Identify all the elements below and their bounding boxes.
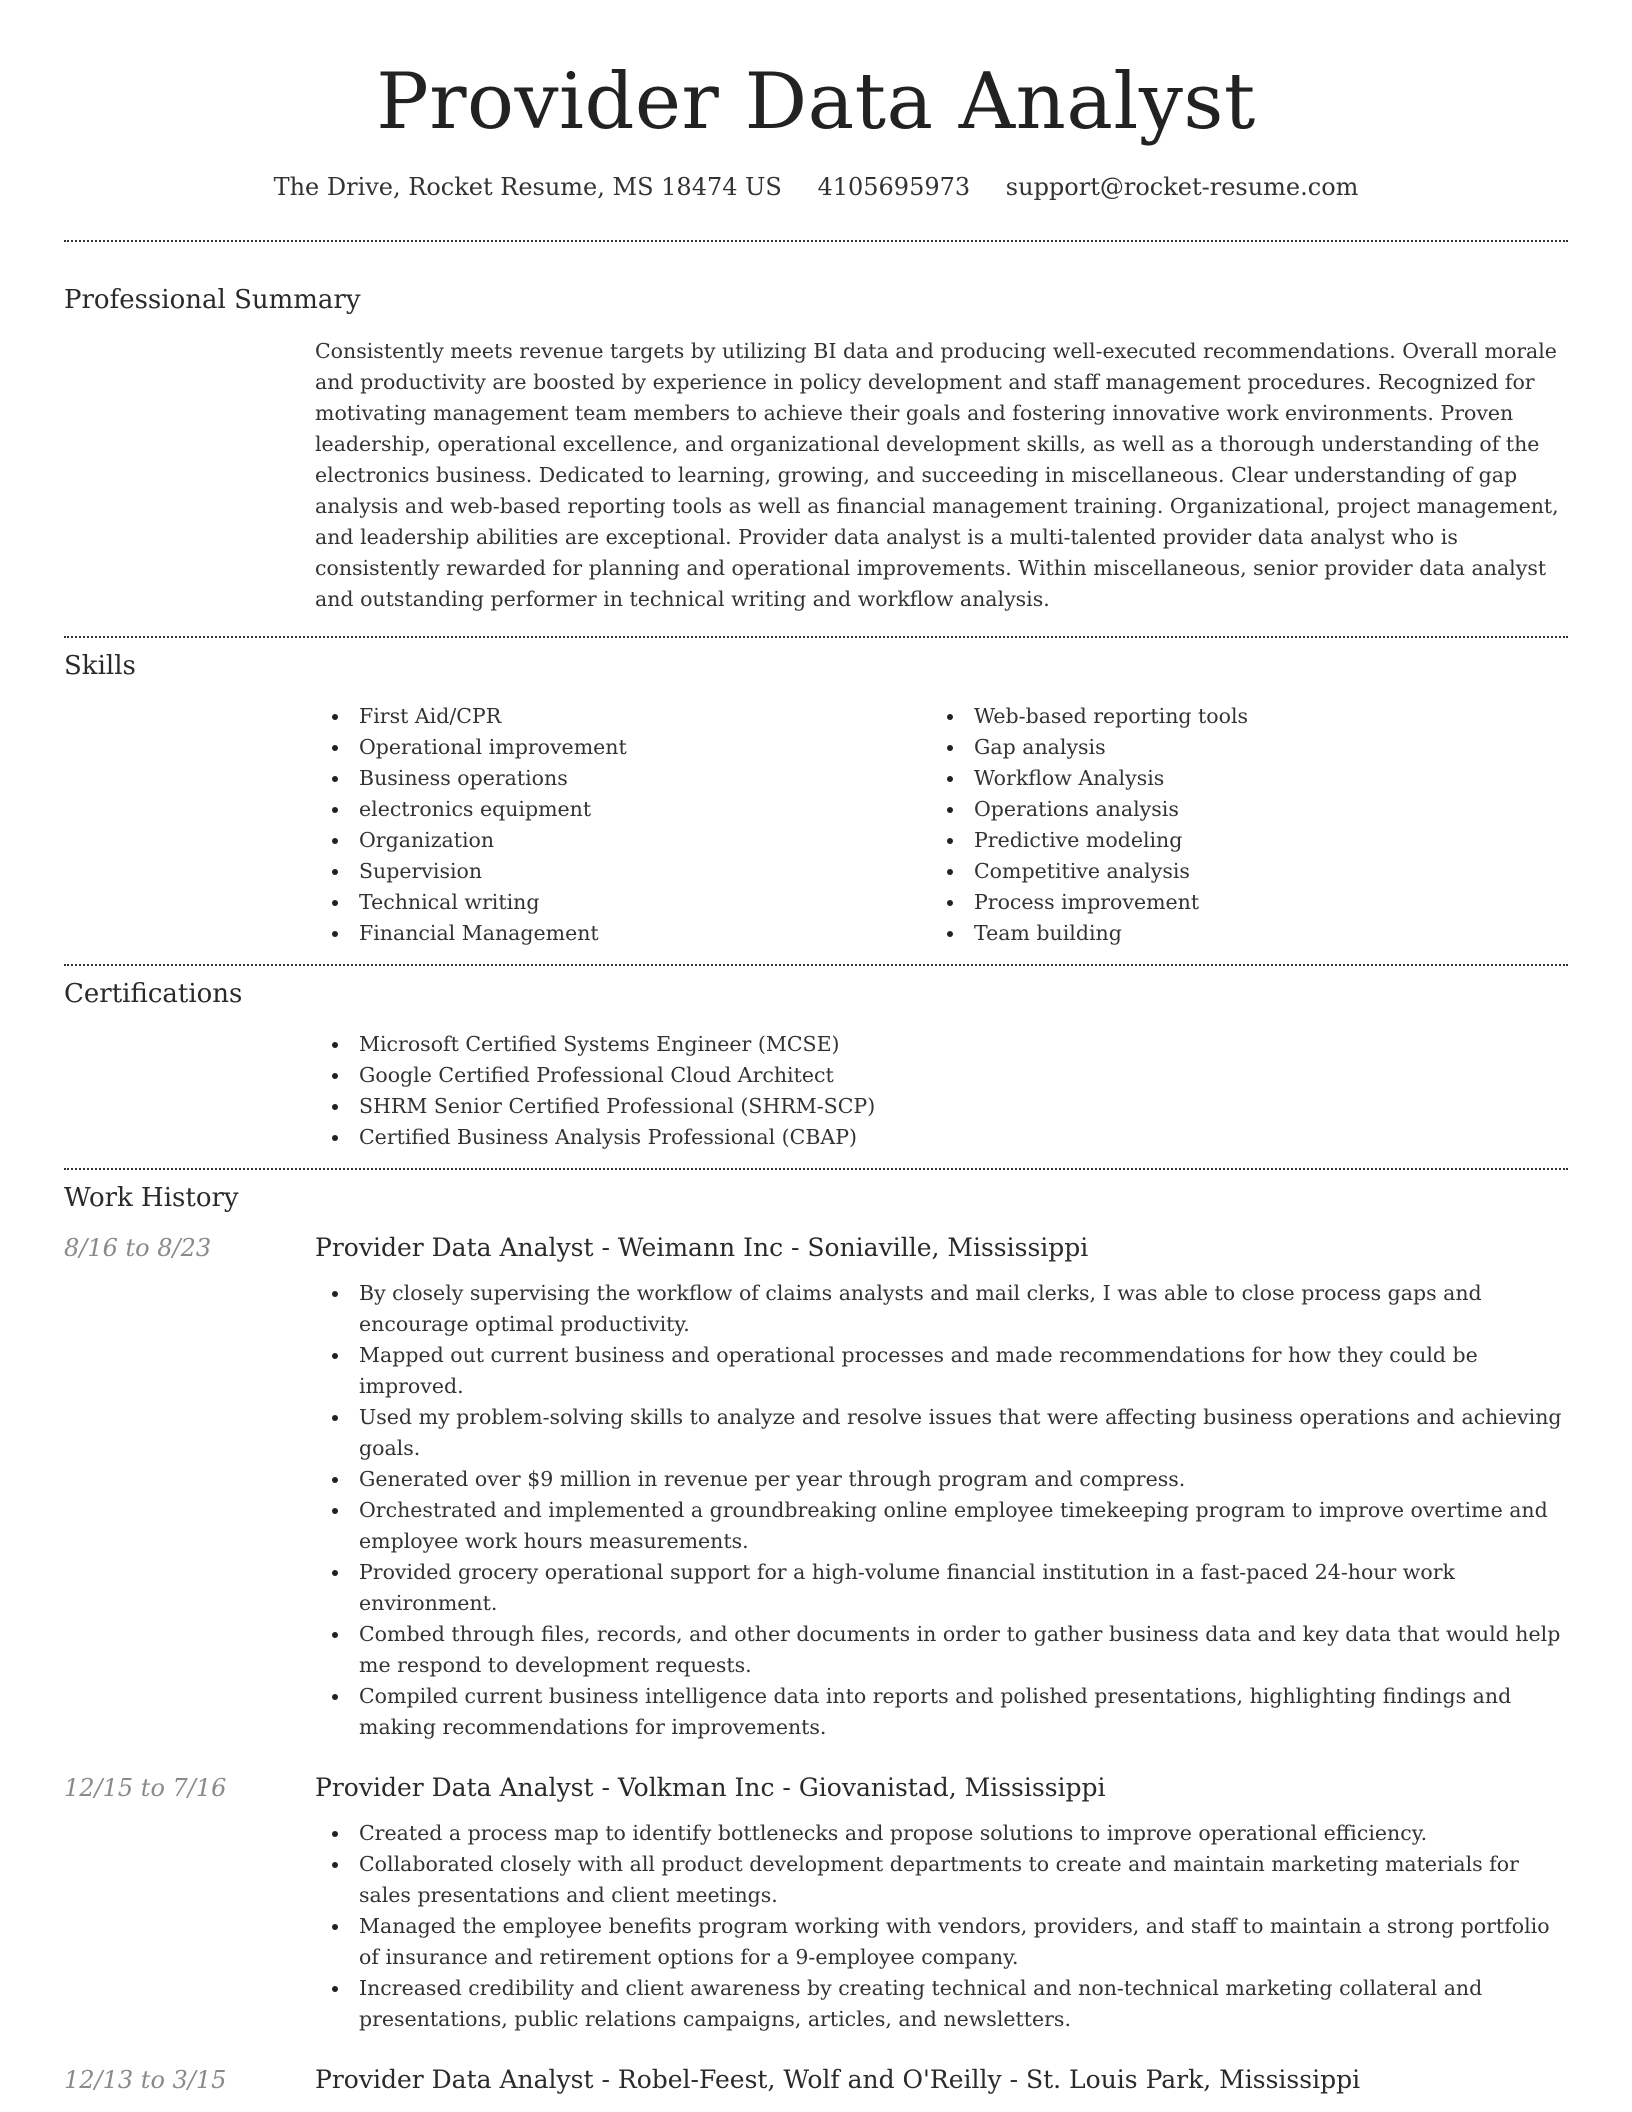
- job-bullets: [315, 1278, 1568, 1743]
- job-title: Provider Data Analyst - Robel-Feest, Wolf and O'Reilly - St. Louis Park, Mississippi: [315, 2065, 1361, 2094]
- list-item: Mapped out current business and operational processes and made recommendations for how they could be improved.: [315, 1340, 1568, 1402]
- list-item: Predictive modeling: [930, 825, 1545, 856]
- contact-phone[interactable]: 4105695973: [817, 173, 971, 201]
- skills-left-column: [315, 701, 930, 949]
- list-item: Increased credibility and client awareness by creating technical and non-technical marketing collateral and presentations, public relations campaigns, articles, and newsletters.: [315, 1973, 1568, 2035]
- divider: [64, 636, 1568, 638]
- job-title: Provider Data Analyst - Weimann Inc - Soniaville, Mississippi: [315, 1233, 1089, 1262]
- certifications-list: [315, 1029, 1568, 1153]
- section-title-work-history: Work History: [64, 1183, 239, 1213]
- list-item: Combed through files, records, and other documents in order to gather business data and key data that would help me respond to development requests.: [315, 1619, 1568, 1681]
- skills-list: [315, 701, 1568, 949]
- list-item: Certified Business Analysis Professional (CBAP): [315, 1122, 1568, 1153]
- list-item: Created a process map to identify bottlenecks and propose solutions to improve operational efficiency.: [315, 1818, 1568, 1849]
- list-item: electronics equipment: [315, 794, 930, 825]
- job-dates: 12/15 to 7/16: [64, 1774, 227, 1802]
- list-item: Managed the employee benefits program working with vendors, providers, and staff to maintain a strong portfolio of insurance and retirement options for a 9-employee company.: [315, 1911, 1568, 1973]
- list-item: Orchestrated and implemented a groundbreaking online employee timekeeping program to improve overtime and employee work hours measurements.: [315, 1495, 1568, 1557]
- divider: [64, 964, 1568, 966]
- list-item: First Aid/CPR: [315, 701, 930, 732]
- list-item: Collaborated closely with all product development departments to create and maintain marketing materials for sales presentations and client meetings.: [315, 1849, 1568, 1911]
- list-item: Compiled current business intelligence data into reports and polished presentations, highlighting findings and making recommendations for improvements.: [315, 1681, 1568, 1743]
- list-item: Used my problem-solving skills to analyze and resolve issues that were affecting business operations and achieving goals.: [315, 1402, 1568, 1464]
- section-title-summary: Professional Summary: [64, 285, 361, 315]
- list-item: Organization: [315, 825, 930, 856]
- job-header: [64, 2065, 1568, 2094]
- list-item: Technical writing: [315, 887, 930, 918]
- job-dates: 12/13 to 3/15: [64, 2066, 227, 2094]
- job-dates: 8/16 to 8/23: [64, 1234, 212, 1262]
- list-item: Operational improvement: [315, 732, 930, 763]
- list-item: Process improvement: [930, 887, 1545, 918]
- list-item: Competitive analysis: [930, 856, 1545, 887]
- section-title-certifications: Certifications: [64, 979, 243, 1009]
- list-item: Workflow Analysis: [930, 763, 1545, 794]
- job-title: Provider Data Analyst - Volkman Inc - Giovanistad, Mississippi: [315, 1773, 1106, 1802]
- job-header: [64, 1233, 1568, 1262]
- list-item: By closely supervising the workflow of claims analysts and mail clerks, I was able to close process gaps and encourage optimal productivity.: [315, 1278, 1568, 1340]
- list-item: Business operations: [315, 763, 930, 794]
- resume-page: [64, 0, 1568, 2094]
- list-item: Supervision: [315, 856, 930, 887]
- contact-line: [64, 170, 1568, 204]
- list-item: Generated over $9 million in revenue per year through program and compress.: [315, 1464, 1568, 1495]
- list-item: Team building: [930, 918, 1545, 949]
- list-item: Gap analysis: [930, 732, 1545, 763]
- list-item: Provided grocery operational support for a high-volume financial institution in a fast-paced 24-hour work environment.: [315, 1557, 1568, 1619]
- list-item: Financial Management: [315, 918, 930, 949]
- resume-name: Provider Data Analyst: [376, 57, 1256, 147]
- section-title-skills: Skills: [64, 651, 136, 681]
- list-item: Operations analysis: [930, 794, 1545, 825]
- divider: [64, 240, 1568, 242]
- summary-text: Consistently meets revenue targets by utilizing BI data and producing well-executed recommendations. Overall morale and productivity are boosted by experience in policy development and staff management procedures. Recognized for motivating management team members to achieve their goals and fostering innovative work environments. Proven leadership, operational excellence, and organizational development skills, as well as a thorough understanding of the electronics business. Dedicated to learning, growing, and succeeding in miscellaneous. Clear understanding of gap analysis and web-based reporting tools as well as financial management training. Organizational, project management, and leadership abilities are exceptional. Provider data analyst is a multi-talented provider data analyst who is consistently rewarded for planning and operational improvements. Within miscellaneous, senior provider data analyst and outstanding performer in technical writing and workflow analysis.: [315, 339, 1559, 611]
- divider: [64, 1168, 1568, 1170]
- list-item: SHRM Senior Certified Professional (SHRM-SCP): [315, 1091, 1568, 1122]
- contact-address: The Drive, Rocket Resume, MS 18474 US: [273, 173, 782, 201]
- job-header: [64, 1773, 1568, 1802]
- list-item: Web-based reporting tools: [930, 701, 1545, 732]
- list-item: Microsoft Certified Systems Engineer (MCSE): [315, 1029, 1568, 1060]
- job-bullets: [315, 1818, 1568, 2035]
- list-item: Google Certified Professional Cloud Architect: [315, 1060, 1568, 1091]
- skills-right-column: [930, 701, 1545, 949]
- contact-email[interactable]: support@rocket-resume.com: [1005, 173, 1359, 201]
